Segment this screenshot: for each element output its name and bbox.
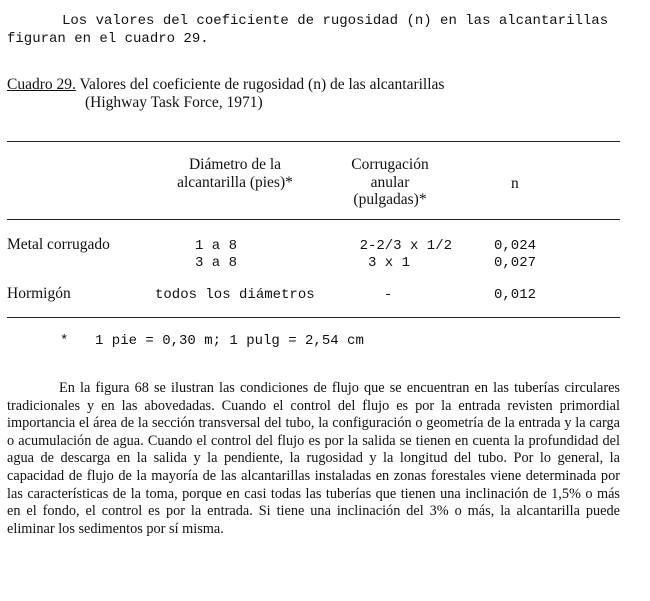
header-diameter-line1: Diámetro de la bbox=[188, 156, 282, 173]
table-cell-diameter: 3 a 8 bbox=[195, 255, 238, 271]
caption-title: Valores del coeficiente de rugosidad (n) de las alcantarillas bbox=[79, 76, 445, 93]
header-corrugation-line1: Corrugación bbox=[351, 156, 429, 173]
table-bottom-rule bbox=[7, 317, 620, 318]
table-cell-diameter: todos los diámetros bbox=[155, 287, 315, 303]
table-cell-corrugation: - bbox=[384, 287, 393, 303]
header-corrugation-line3: (pulgadas)* bbox=[353, 191, 427, 208]
footnote-text: 1 pie = 0,30 m; 1 pulg = 2,54 cm bbox=[95, 333, 364, 349]
footnote-mark: * bbox=[60, 333, 69, 349]
table-cell-n: 0,012 bbox=[494, 287, 537, 303]
caption-label: Cuadro 29. bbox=[7, 76, 76, 93]
table-cell-n: 0,024 bbox=[494, 238, 537, 254]
intro-line-1: Los valores del coeficiente de rugosidad (n) en las alcantarillas bbox=[62, 13, 609, 29]
table-cell-diameter: 1 a 8 bbox=[195, 238, 238, 254]
table-cell-corrugation: 2-2/3 x 1/2 bbox=[359, 238, 452, 254]
header-diameter-line2: alcantarilla (pies)* bbox=[177, 174, 293, 191]
header-n: n bbox=[511, 175, 519, 192]
table-cell-material: Metal corrugado bbox=[7, 236, 110, 253]
table-cell-corrugation: 3 x 1 bbox=[367, 255, 410, 271]
table-cell-n: 0,027 bbox=[494, 255, 537, 271]
header-corrugation-line2: anular bbox=[370, 174, 410, 191]
table-header-rule bbox=[7, 219, 620, 220]
body-paragraph: En la figura 68 se ilustran las condiciones de flujo que se encuentran en las tuberías circulares tradicionales y en las abovedadas. Cuando el control del flujo es por la entrada revisten primordial importancia el área de la sección transversal del tubo, la configuración o geometría de la entrada y la carga o acumulación de agua. Cuando el control del flujo es por la salida se tienen en cuenta la profundidad del agua de descarga en la salida y la pendiente, la rugosidad y la longitud del tubo. Por lo general, la capacidad de flujo de la mayoría de las alcantarillas instaladas en zonas forestales viene determinada por las características de la toma, porque en casi todas las tuberías que tienen una inclinación de 1,5% o más en el fondo, el control es por la entrada. Si tiene una inclinación del 3% o más, la alcantarilla puede eliminar los sedimentos por sí misma. bbox=[7, 380, 620, 537]
table-top-rule bbox=[7, 141, 620, 142]
caption bbox=[7, 76, 444, 94]
table-cell-material: Hormigón bbox=[7, 285, 71, 302]
caption-source: (Highway Task Force, 1971) bbox=[85, 94, 263, 111]
intro-line-2: figuran en el cuadro 29. bbox=[7, 31, 209, 47]
